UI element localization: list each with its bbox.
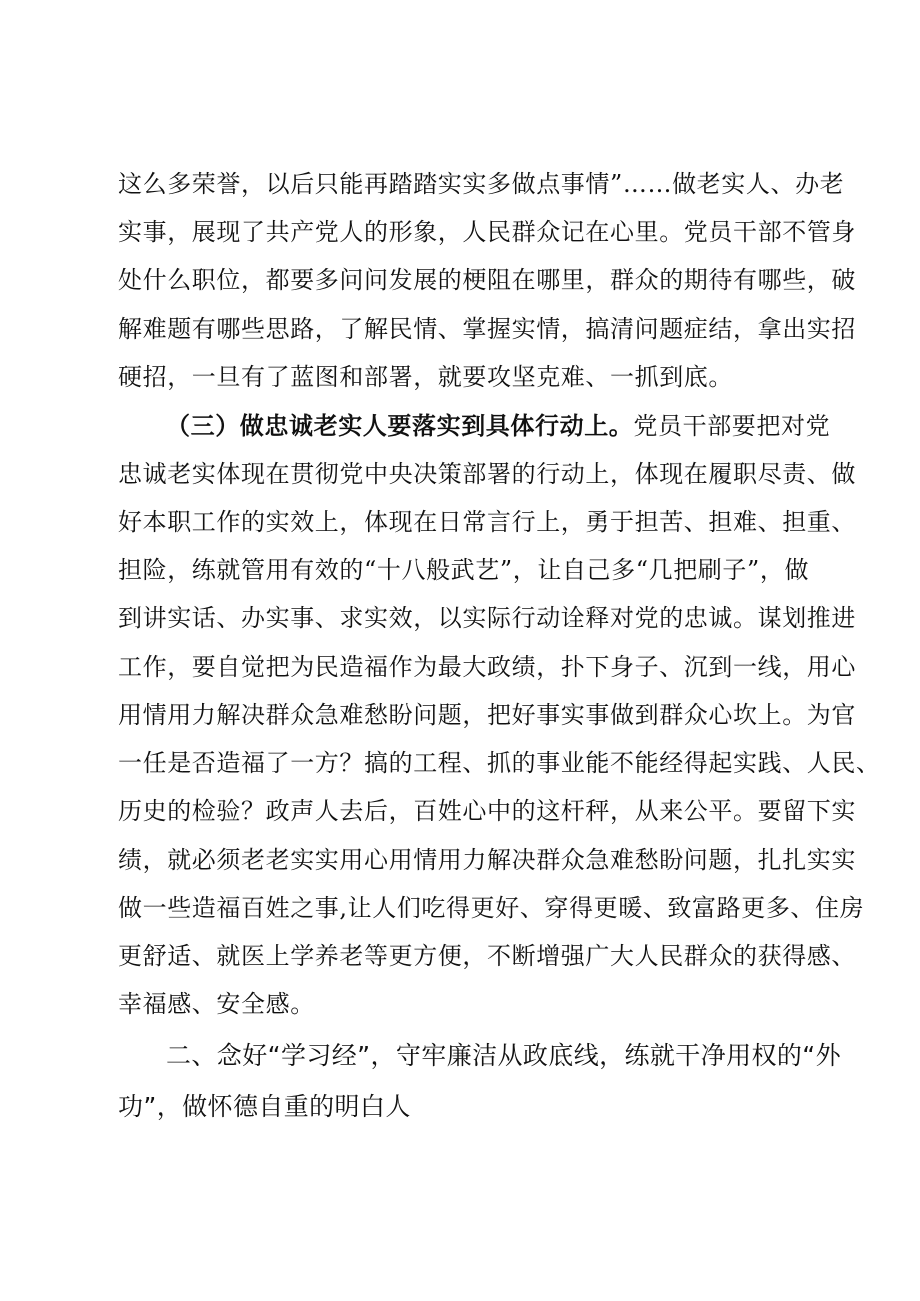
paragraph-2-line-7: 用情用力解决群众急难愁盼问题，把好事实事做到群众心坎上。为官 bbox=[118, 701, 856, 729]
paragraph-2-line-13: 幸福感、安全感。 bbox=[118, 990, 315, 1018]
paragraph-2-line-8: 一任是否造福了一方？搞的工程、抓的事业能不能经得起实践、人民、 bbox=[118, 749, 881, 777]
paragraph-2-line-9: 历史的检验？政声人去后，百姓心中的这杆秤，从来公平。要留下实 bbox=[118, 797, 856, 825]
paragraph-1-line-2: 实事，展现了共产党人的形象，人民群众记在心里。党员干部不管身 bbox=[118, 218, 856, 246]
section-heading-line-2: 功”，做怀德自重的明白人 bbox=[118, 1092, 411, 1121]
paragraph-2-first-line bbox=[166, 410, 830, 442]
paragraph-1-line-1: 这么多荣誉，以后只能再踏踏实实多做点事情”……做老实人、办老 bbox=[118, 170, 845, 198]
paragraph-1-line-3: 处什么职位，都要多问问发展的梗阻在哪里，群众的期待有哪些，破 bbox=[118, 266, 856, 294]
paragraph-2-line-5: 到讲实话、办实事、求实效，以实际行动诠释对党的忠诚。谋划推进 bbox=[118, 604, 856, 632]
section-heading-line-1: 二、念好“学习经”，守牢廉洁从政底线，练就干净用权的“外 bbox=[166, 1041, 842, 1070]
paragraph-1-line-5: 硬招，一旦有了蓝图和部署，就要攻坚克难、一抓到底。 bbox=[118, 363, 733, 391]
paragraph-2-line-11: 做一些造福百姓之事,让人们吃得更好、穿得更暖、致富路更多、住房 bbox=[118, 894, 865, 922]
paragraph-2-line-12: 更舒适、就医上学养老等更方便，不断增强广大人民群众的获得感、 bbox=[118, 942, 856, 970]
paragraph-2-line-2: 忠诚老实体现在贯彻党中央决策部署的行动上，体现在履职尽责、做 bbox=[118, 460, 856, 488]
paragraph-2-line-4: 担险，练就管用有效的“十八般武艺”，让自己多“几把刷子”，做 bbox=[118, 556, 810, 584]
paragraph-1-line-4: 解难题有哪些思路，了解民情、掌握实情，搞清问题症结，拿出实招 bbox=[118, 315, 856, 343]
paragraph-2-lead-rest: 党员干部要把对党 bbox=[633, 412, 831, 440]
paragraph-2-line-10: 绩，就必须老老实实用心用情用力解决群众急难愁盼问题，扎扎实实 bbox=[118, 846, 856, 874]
paragraph-2-line-3: 好本职工作的实效上，体现在日常言行上，勇于担苦、担难、担重、 bbox=[118, 508, 856, 536]
paragraph-2-bold-lead: （三）做忠诚老实人要落实到具体行动上。 bbox=[166, 411, 634, 440]
paragraph-2-line-6: 工作，要自觉把为民造福作为最大政绩，扑下身子、沉到一线，用心 bbox=[118, 653, 856, 681]
